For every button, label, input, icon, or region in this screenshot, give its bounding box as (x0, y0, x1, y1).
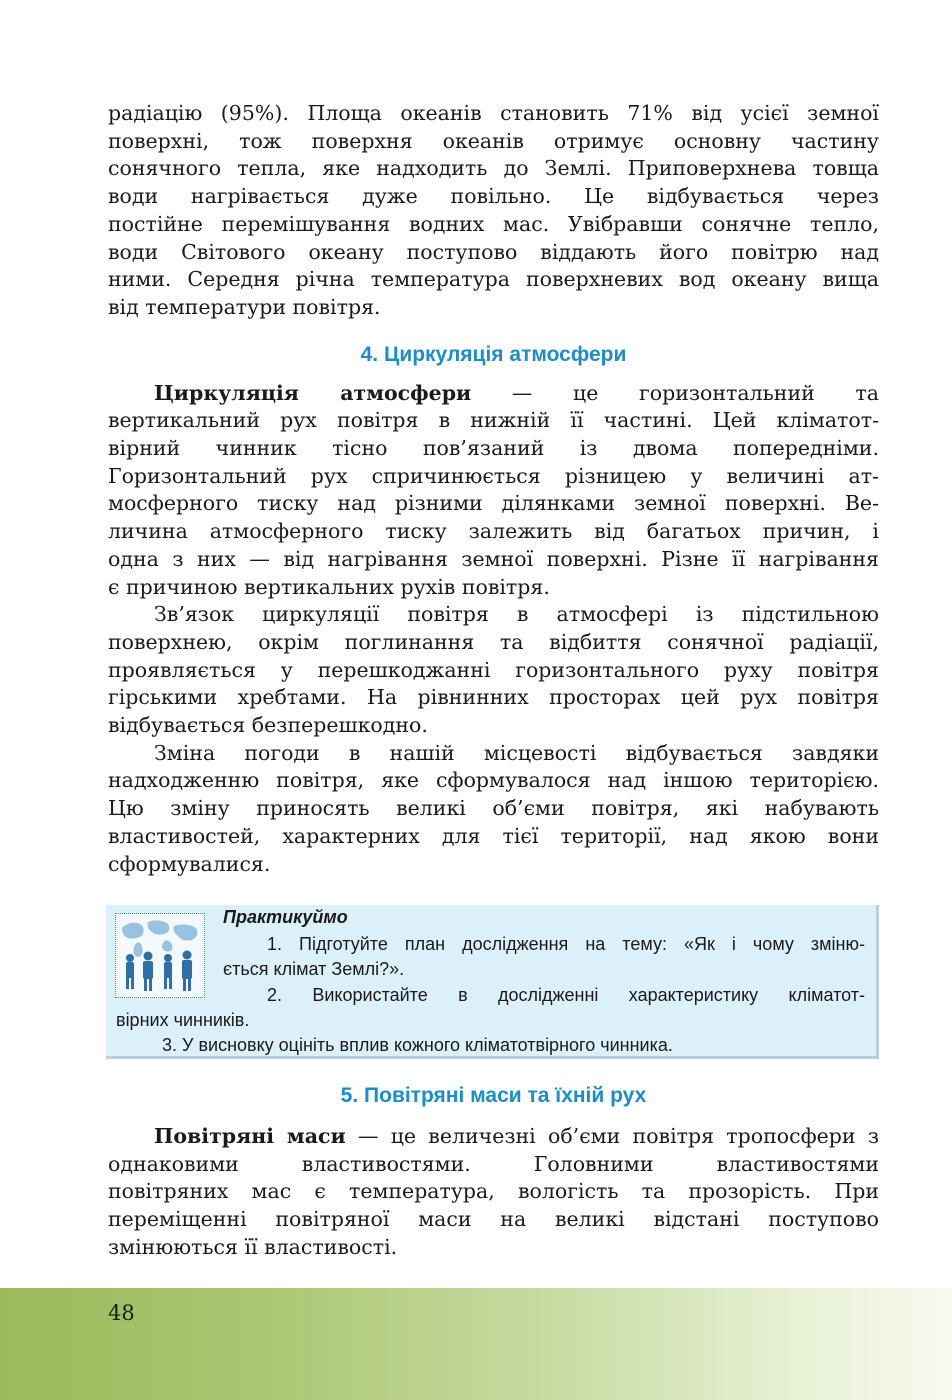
text-line: гірськими хребтами. На рівнинних просторах цей рух повітря (108, 685, 879, 710)
text-line: Зміна погоди в нашій місцевості відбувається завдяки (154, 740, 879, 765)
text-line: є причиною вертикальних рухів повітря. (108, 574, 550, 599)
text-line: переміщенні повітряної маси на великі відстані поступово (108, 1207, 879, 1232)
text-line (108, 1123, 879, 1151)
text-line: відбувається безперешкодно. (108, 713, 428, 738)
text-line: Цю зміну приносять великі об’єми повітря, які набувають (108, 796, 879, 821)
text-line: змінюються її властивості. (108, 1234, 398, 1259)
text-line: одна з них — від нагрівання земної поверхні. Різне її нагрівання (108, 546, 879, 571)
task-1-text: 1. Підготуйте план дослідження на тему: «Як і чому зміню- (267, 934, 865, 954)
text-line: води Світового океану поступово віддають його повітрю над (108, 239, 879, 264)
task-1-line-2: ється клімат Землі?». (223, 959, 405, 979)
text-line: личина атмосферного тиску залежить від багатьох причин, і (108, 519, 879, 544)
text-line: вертикальний рух повітря в нижній її частині. Цей кліматот- (108, 408, 879, 433)
world-map-people-icon (115, 913, 205, 998)
text-line: вірний чинник тісно пов’язаний із двома попередніми. (108, 436, 879, 461)
text-line: радіацію (95%). Площа океанів становить 71% від усієї земної (108, 101, 879, 125)
section-5-heading: 5. Повітряні маси та їхній рух (340, 1084, 647, 1107)
section-5 (108, 1084, 879, 1262)
text-line: Горизонтальний рух спричинюється різницею у величині ат- (108, 463, 879, 488)
task-2-text: 2. Використайте в дослідженні характеристику кліматот- (267, 985, 865, 1005)
text-line: поверхні, тож поверхня океанів отримує основну частину (108, 128, 879, 153)
practice-box (106, 905, 879, 1059)
task-2-line-1 (267, 984, 865, 1006)
page-body (108, 100, 879, 878)
text-line: сонячного тепла, яке надходить до Землі. Приповерхнева товща (108, 156, 879, 181)
text-line: Зв’язок циркуляції повітря в атмосфері із підстильною (154, 602, 879, 627)
text-line: надходженню повітря, яке сформувалося над іншою територією. (108, 768, 879, 793)
page-number: 48 (108, 1301, 135, 1325)
section-5-paragraph-1 (108, 1123, 879, 1262)
term-definition-start: — це величезні об’єми повітря тропосфери з (357, 1124, 879, 1148)
text-line: ними. Середня річна температура поверхневих вод океану вища (108, 267, 879, 292)
term-definition-start: — це горизонтальний та (511, 380, 879, 405)
page-footer (0, 1288, 952, 1400)
section-4-paragraph-1 (108, 380, 879, 602)
text-line: проявляється у перешкоджанні горизонтального руху повітря (108, 657, 879, 682)
task-2-line-2: вірних чинників. (116, 1010, 250, 1030)
task-3: 3. У висновку оцініть вплив кожного кліматотвірного чинника. (162, 1035, 673, 1055)
text-line: від температури повітря. (108, 294, 381, 319)
text-line: постійне перемішування водних мас. Увібравши сонячне тепло, (108, 211, 879, 236)
section-4-paragraph-2 (108, 601, 879, 740)
task-1-line-1 (267, 933, 865, 955)
text-line: однаковими властивостями. Головними властивостями (108, 1151, 879, 1176)
text-line: сформувалися. (108, 851, 271, 876)
text-line: поверхнею, окрім поглинання та відбиття сонячної радіації, (108, 629, 879, 654)
practice-title: Практикуймо (223, 907, 348, 927)
text-line (108, 380, 879, 408)
text-line: властивостей, характерних для тієї території, над якою вони (108, 823, 879, 848)
section-4-heading: 4. Циркуляція атмосфери (360, 342, 627, 366)
text-line: мосферного тиску над різними ділянками земної поверхні. Ве- (108, 491, 879, 516)
intro-paragraph (108, 100, 879, 322)
text-line: повітряних мас є температура, вологість та прозорість. При (108, 1179, 879, 1204)
section-4-paragraph-3 (108, 740, 879, 879)
text-line: води нагрівається дуже повільно. Це відбувається через (108, 184, 879, 209)
term-air-masses: Повітряні маси (154, 1124, 346, 1148)
term-circulation: Циркуляція атмосфери (154, 380, 472, 405)
